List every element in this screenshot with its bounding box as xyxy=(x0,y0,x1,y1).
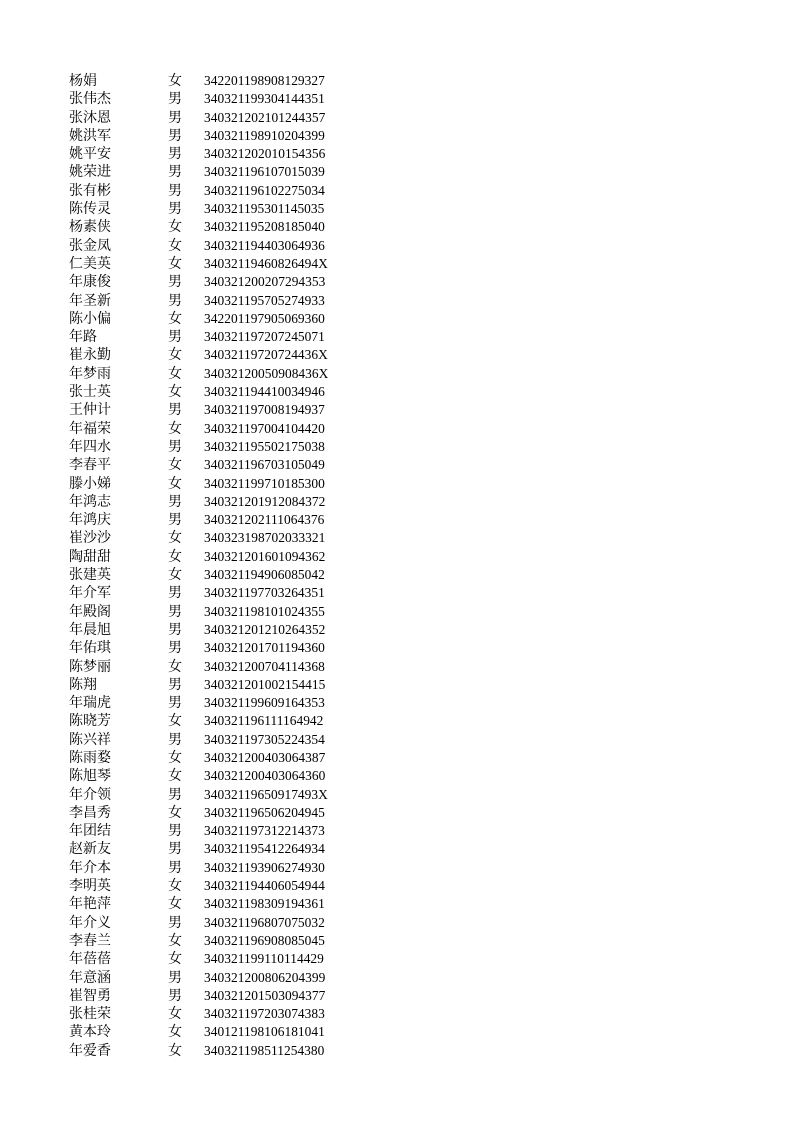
sex-cell: 男 xyxy=(168,182,182,199)
table-row xyxy=(69,529,429,547)
sex-cell: 男 xyxy=(168,841,182,858)
name-cell: 陈兴祥 xyxy=(69,731,111,748)
name-cell: 崔永勤 xyxy=(69,347,111,364)
table-row xyxy=(69,658,429,676)
id-number-cell: 34032120050908436X xyxy=(204,365,329,381)
id-number-cell: 340321201002154415 xyxy=(204,676,326,692)
id-number-cell: 340321200403064360 xyxy=(204,768,326,784)
sex-cell: 男 xyxy=(168,274,182,291)
table-row xyxy=(69,90,429,108)
table-row xyxy=(69,328,429,346)
table-row xyxy=(69,694,429,712)
sex-cell: 女 xyxy=(168,475,182,492)
id-number-cell: 340321202101244357 xyxy=(204,109,326,125)
table-row xyxy=(69,639,429,657)
table-row xyxy=(69,401,429,419)
sex-cell: 男 xyxy=(168,201,182,218)
sex-cell: 女 xyxy=(168,749,182,766)
id-number-cell: 340321199609164353 xyxy=(204,695,325,711)
id-number-cell: 340321195301145035 xyxy=(204,201,325,217)
table-row xyxy=(69,438,429,456)
name-cell: 陶甜甜 xyxy=(69,548,111,565)
name-cell: 姚荣进 xyxy=(69,164,111,181)
sex-cell: 男 xyxy=(168,329,182,346)
table-row xyxy=(69,566,429,584)
id-number-cell: 340321199710185300 xyxy=(204,475,325,491)
sex-cell: 女 xyxy=(168,1006,182,1023)
name-cell: 年鸿庆 xyxy=(69,512,111,529)
name-cell: 李明英 xyxy=(69,878,111,895)
id-number-cell: 340321197004104420 xyxy=(204,420,325,436)
sex-cell: 男 xyxy=(168,493,182,510)
sex-cell: 男 xyxy=(168,402,182,419)
id-number-cell: 340321200403064387 xyxy=(204,749,326,765)
name-cell: 陈小偏 xyxy=(69,310,111,327)
id-number-cell: 340321202010154356 xyxy=(204,146,326,162)
id-number-cell: 340321196107015039 xyxy=(204,164,325,180)
name-cell: 仁美英 xyxy=(69,255,111,272)
sex-cell: 女 xyxy=(168,219,182,236)
id-number-cell: 340321197312214373 xyxy=(204,823,325,839)
table-row xyxy=(69,1023,429,1041)
id-number-cell: 340321195705274933 xyxy=(204,292,325,308)
id-number-cell: 340321198101024355 xyxy=(204,603,325,619)
name-cell: 陈梦丽 xyxy=(69,658,111,675)
table-row xyxy=(69,950,429,968)
sex-cell: 男 xyxy=(168,109,182,126)
sex-cell: 男 xyxy=(168,127,182,144)
name-cell: 姚平安 xyxy=(69,146,111,163)
sex-cell: 女 xyxy=(168,1024,182,1041)
name-cell: 年介义 xyxy=(69,914,111,931)
id-number-cell: 340321198511254380 xyxy=(204,1042,325,1058)
name-cell: 张建英 xyxy=(69,567,111,584)
sex-cell: 女 xyxy=(168,768,182,785)
sex-cell: 男 xyxy=(168,676,182,693)
id-number-cell: 340321201912084372 xyxy=(204,493,326,509)
id-number-cell: 340321194906085042 xyxy=(204,567,325,583)
sex-cell: 女 xyxy=(168,530,182,547)
name-cell: 年路 xyxy=(69,329,97,346)
id-number-cell: 340321202111064376 xyxy=(204,512,325,528)
id-number-cell: 340323198702033321 xyxy=(204,530,326,546)
id-number-cell: 340321195412264934 xyxy=(204,841,325,857)
id-number-cell: 340321196703105049 xyxy=(204,457,325,473)
name-cell: 李春兰 xyxy=(69,932,111,949)
name-cell: 张有彬 xyxy=(69,182,111,199)
id-number-cell: 340321197203074383 xyxy=(204,1006,325,1022)
sex-cell: 女 xyxy=(168,548,182,565)
table-row xyxy=(69,584,429,602)
name-cell: 年介领 xyxy=(69,786,111,803)
name-cell: 年福荣 xyxy=(69,420,111,437)
table-row xyxy=(69,840,429,858)
sex-cell: 男 xyxy=(168,731,182,748)
table-row xyxy=(69,1042,429,1060)
sex-cell: 女 xyxy=(168,1042,182,1059)
id-number-cell: 342201197905069360 xyxy=(204,310,325,326)
table-row xyxy=(69,511,429,529)
id-number-cell: 340321201210264352 xyxy=(204,621,326,637)
table-row xyxy=(69,548,429,566)
sex-cell: 女 xyxy=(168,384,182,401)
table-row xyxy=(69,163,429,181)
table-row xyxy=(69,72,429,90)
table-row xyxy=(69,969,429,987)
table-row xyxy=(69,420,429,438)
sex-cell: 女 xyxy=(168,658,182,675)
table-row xyxy=(69,932,429,950)
table-row xyxy=(69,895,429,913)
sex-cell: 女 xyxy=(168,951,182,968)
name-cell: 陈旭琴 xyxy=(69,768,111,785)
id-number-cell: 340321195208185040 xyxy=(204,219,325,235)
name-cell: 年介本 xyxy=(69,859,111,876)
name-cell: 张士英 xyxy=(69,384,111,401)
sex-cell: 男 xyxy=(168,859,182,876)
table-row xyxy=(69,749,429,767)
name-cell: 年康俊 xyxy=(69,274,111,291)
sex-cell: 男 xyxy=(168,823,182,840)
table-row xyxy=(69,218,429,236)
id-number-cell: 34032119650917493X xyxy=(204,786,328,802)
id-number-cell: 340321196102275034 xyxy=(204,182,325,198)
sex-cell: 女 xyxy=(168,420,182,437)
name-cell: 黄本玲 xyxy=(69,1024,111,1041)
id-number-cell: 340321200704114368 xyxy=(204,658,325,674)
table-row xyxy=(69,859,429,877)
sex-cell: 男 xyxy=(168,640,182,657)
id-number-cell: 340121198106181041 xyxy=(204,1024,325,1040)
id-number-cell: 340321199110114429 xyxy=(204,951,324,967)
table-row xyxy=(69,877,429,895)
id-number-cell: 340321194406054944 xyxy=(204,878,325,894)
name-cell: 张金凤 xyxy=(69,237,111,254)
name-cell: 张沐恩 xyxy=(69,109,111,126)
sex-cell: 女 xyxy=(168,237,182,254)
sex-cell: 男 xyxy=(168,438,182,455)
name-cell: 年梦雨 xyxy=(69,365,111,382)
id-number-cell: 340321194410034946 xyxy=(204,384,325,400)
name-cell: 年鸿志 xyxy=(69,493,111,510)
table-row xyxy=(69,603,429,621)
sex-cell: 男 xyxy=(168,91,182,108)
sex-cell: 男 xyxy=(168,585,182,602)
table-row xyxy=(69,822,429,840)
table-row xyxy=(69,493,429,511)
table-row xyxy=(69,182,429,200)
id-number-cell: 340321197703264351 xyxy=(204,585,325,601)
table-row xyxy=(69,475,429,493)
name-cell: 年四水 xyxy=(69,438,111,455)
name-cell: 年意涵 xyxy=(69,969,111,986)
table-row xyxy=(69,767,429,785)
id-number-cell: 340321200806204399 xyxy=(204,969,326,985)
table-row xyxy=(69,914,429,932)
table-row xyxy=(69,621,429,639)
id-number-cell: 340321198309194361 xyxy=(204,896,325,912)
name-cell: 年晨旭 xyxy=(69,621,111,638)
sex-cell: 女 xyxy=(168,804,182,821)
name-cell: 年殿阁 xyxy=(69,603,111,620)
id-number-cell: 340321197207245071 xyxy=(204,329,325,345)
id-number-cell: 340321193906274930 xyxy=(204,859,325,875)
name-cell: 年圣新 xyxy=(69,292,111,309)
sex-cell: 女 xyxy=(168,932,182,949)
name-cell: 年瑞虎 xyxy=(69,695,111,712)
name-cell: 年团结 xyxy=(69,823,111,840)
table-row xyxy=(69,804,429,822)
name-cell: 杨娟 xyxy=(69,73,97,89)
table-row xyxy=(69,676,429,694)
sex-cell: 女 xyxy=(168,73,182,89)
name-cell: 崔智勇 xyxy=(69,987,111,1004)
name-cell: 滕小娣 xyxy=(69,475,111,492)
id-number-cell: 340321200207294353 xyxy=(204,274,326,290)
name-cell: 陈翔 xyxy=(69,676,97,693)
id-number-cell: 34032119720724436X xyxy=(204,347,328,363)
sex-cell: 女 xyxy=(168,878,182,895)
sex-cell: 男 xyxy=(168,621,182,638)
sex-cell: 男 xyxy=(168,969,182,986)
name-cell: 李春平 xyxy=(69,457,111,474)
sex-cell: 女 xyxy=(168,567,182,584)
sex-cell: 男 xyxy=(168,786,182,803)
name-cell: 陈晓芳 xyxy=(69,713,111,730)
id-number-cell: 340321196807075032 xyxy=(204,914,325,930)
sex-cell: 男 xyxy=(168,987,182,1004)
name-cell: 年爱香 xyxy=(69,1042,111,1059)
name-cell: 年蓓蓓 xyxy=(69,951,111,968)
table-row xyxy=(69,255,429,273)
id-number-cell: 340321198910204399 xyxy=(204,127,325,143)
sex-cell: 男 xyxy=(168,292,182,309)
table-row xyxy=(69,383,429,401)
id-number-cell: 340321197305224354 xyxy=(204,731,325,747)
table-row xyxy=(69,712,429,730)
roster-table xyxy=(69,72,429,1060)
name-cell: 李昌秀 xyxy=(69,804,111,821)
id-number-cell: 340321201503094377 xyxy=(204,987,326,1003)
table-row xyxy=(69,145,429,163)
table-row xyxy=(69,987,429,1005)
name-cell: 杨素侠 xyxy=(69,219,111,236)
name-cell: 陈雨婺 xyxy=(69,749,111,766)
sex-cell: 男 xyxy=(168,164,182,181)
table-row xyxy=(69,786,429,804)
table-row xyxy=(69,292,429,310)
id-number-cell: 340321196908085045 xyxy=(204,932,325,948)
name-cell: 崔沙沙 xyxy=(69,530,111,547)
table-row xyxy=(69,310,429,328)
sex-cell: 男 xyxy=(168,512,182,529)
sex-cell: 男 xyxy=(168,146,182,163)
sex-cell: 女 xyxy=(168,457,182,474)
table-row xyxy=(69,273,429,291)
table-row xyxy=(69,1005,429,1023)
sex-cell: 女 xyxy=(168,347,182,364)
id-number-cell: 340321195502175038 xyxy=(204,438,325,454)
sex-cell: 女 xyxy=(168,310,182,327)
name-cell: 年佑琪 xyxy=(69,640,111,657)
id-number-cell: 340321199304144351 xyxy=(204,91,325,107)
id-number-cell: 340321201701194360 xyxy=(204,640,325,656)
table-row xyxy=(69,456,429,474)
table-row xyxy=(69,127,429,145)
sex-cell: 女 xyxy=(168,255,182,272)
table-row xyxy=(69,200,429,218)
table-row xyxy=(69,109,429,127)
name-cell: 张伟杰 xyxy=(69,91,111,108)
name-cell: 王仲计 xyxy=(69,402,111,419)
table-row xyxy=(69,365,429,383)
id-number-cell: 340321197008194937 xyxy=(204,402,325,418)
table-row xyxy=(69,731,429,749)
sex-cell: 女 xyxy=(168,365,182,382)
table-row xyxy=(69,346,429,364)
sex-cell: 女 xyxy=(168,896,182,913)
sex-cell: 女 xyxy=(168,713,182,730)
id-number-cell: 340321201601094362 xyxy=(204,548,326,564)
name-cell: 年艳萍 xyxy=(69,896,111,913)
sex-cell: 男 xyxy=(168,603,182,620)
id-number-cell: 340321196111164942 xyxy=(204,713,324,729)
id-number-cell: 342201198908129327 xyxy=(204,73,325,88)
sex-cell: 男 xyxy=(168,914,182,931)
id-number-cell: 340321194403064936 xyxy=(204,237,325,253)
sex-cell: 男 xyxy=(168,695,182,712)
name-cell: 张桂荣 xyxy=(69,1006,111,1023)
name-cell: 姚洪军 xyxy=(69,127,111,144)
table-row xyxy=(69,237,429,255)
id-number-cell: 340321196506204945 xyxy=(204,804,325,820)
name-cell: 赵新友 xyxy=(69,841,111,858)
name-cell: 年介军 xyxy=(69,585,111,602)
name-cell: 陈传灵 xyxy=(69,201,111,218)
id-number-cell: 34032119460826494X xyxy=(204,255,328,271)
